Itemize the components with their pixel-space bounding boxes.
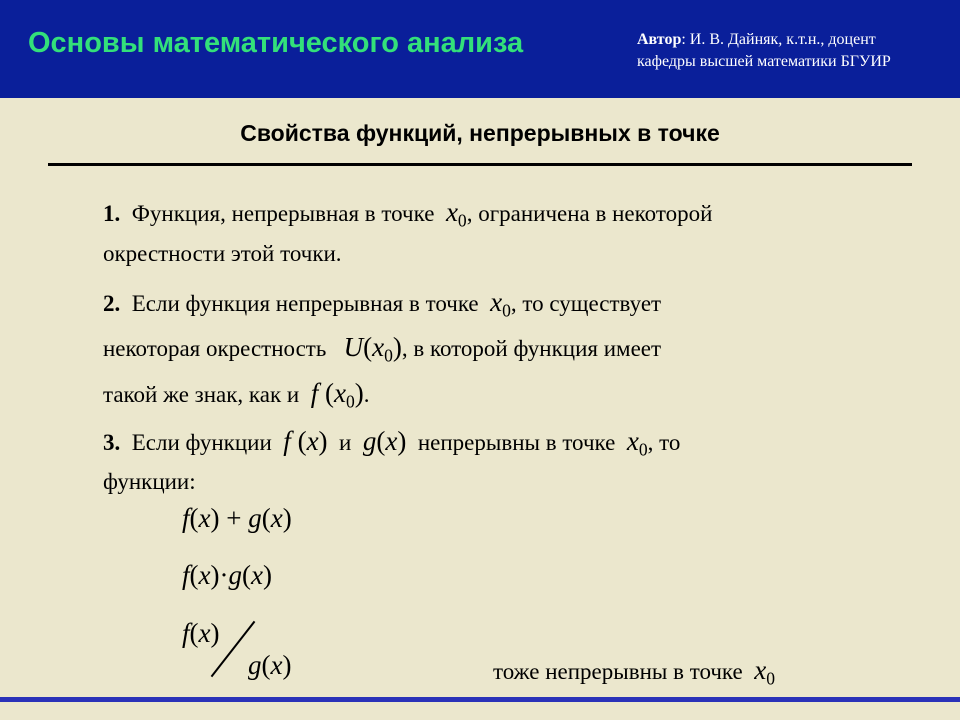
math-x0: $x_0$ — [754, 655, 775, 689]
property-2-line-3: такой же знак, как и f $(x_0)$. — [103, 378, 370, 412]
formula-quotient-denominator: g(x) — [248, 650, 292, 680]
author-label: Автор — [637, 31, 682, 48]
slide-title: Свойства функций, непрерывных в точке — [240, 120, 720, 146]
math-U-x0: $U(x_0)$ — [343, 332, 402, 366]
property-3-line-2: функции: — [103, 469, 196, 494]
math-f-x0: f $(x_0)$ — [310, 378, 364, 412]
author-line-2: кафедры высшей математики БГУИР — [637, 53, 891, 70]
property-3-line-1: 3. Если функции f (x) и g(x) непрерывны в точке $x_0$, то — [103, 426, 681, 460]
formula-quotient-numerator: f(x) — [182, 618, 220, 648]
property-1-line-2: окрестности этой точки. — [103, 241, 342, 266]
header-bar — [0, 0, 960, 98]
property-2-line-1: 2. Если функция непрерывная в точке $x_0$, то существует — [103, 287, 662, 321]
footer-bar — [0, 697, 960, 702]
title-divider — [48, 163, 912, 166]
property-1-line-1: 1. Функция, непрерывная в точке $x_0$, ограничена в некоторой — [103, 197, 713, 231]
course-title: Основы математического анализа — [28, 27, 524, 59]
formula-product: f(x)·g(x) — [182, 560, 272, 590]
property-2-line-2: некоторая окрестность $U(x_0)$, в которой функция имеет — [103, 332, 662, 366]
author-info — [637, 29, 891, 73]
math-x0: $x_0$ — [490, 287, 511, 321]
closing-line: тоже непрерывны в точке $x_0$ — [493, 655, 775, 689]
math-x0: $x_0$ — [626, 426, 648, 460]
math-x0: $x_0$ — [445, 197, 467, 231]
math-g-x: g(x) — [362, 426, 407, 456]
math-f-x: f (x) — [283, 426, 328, 456]
formula-sum: f(x) + g(x) — [182, 503, 292, 533]
author-line-1: : И. В. Дайняк, к.т.н., доцент — [681, 31, 876, 48]
